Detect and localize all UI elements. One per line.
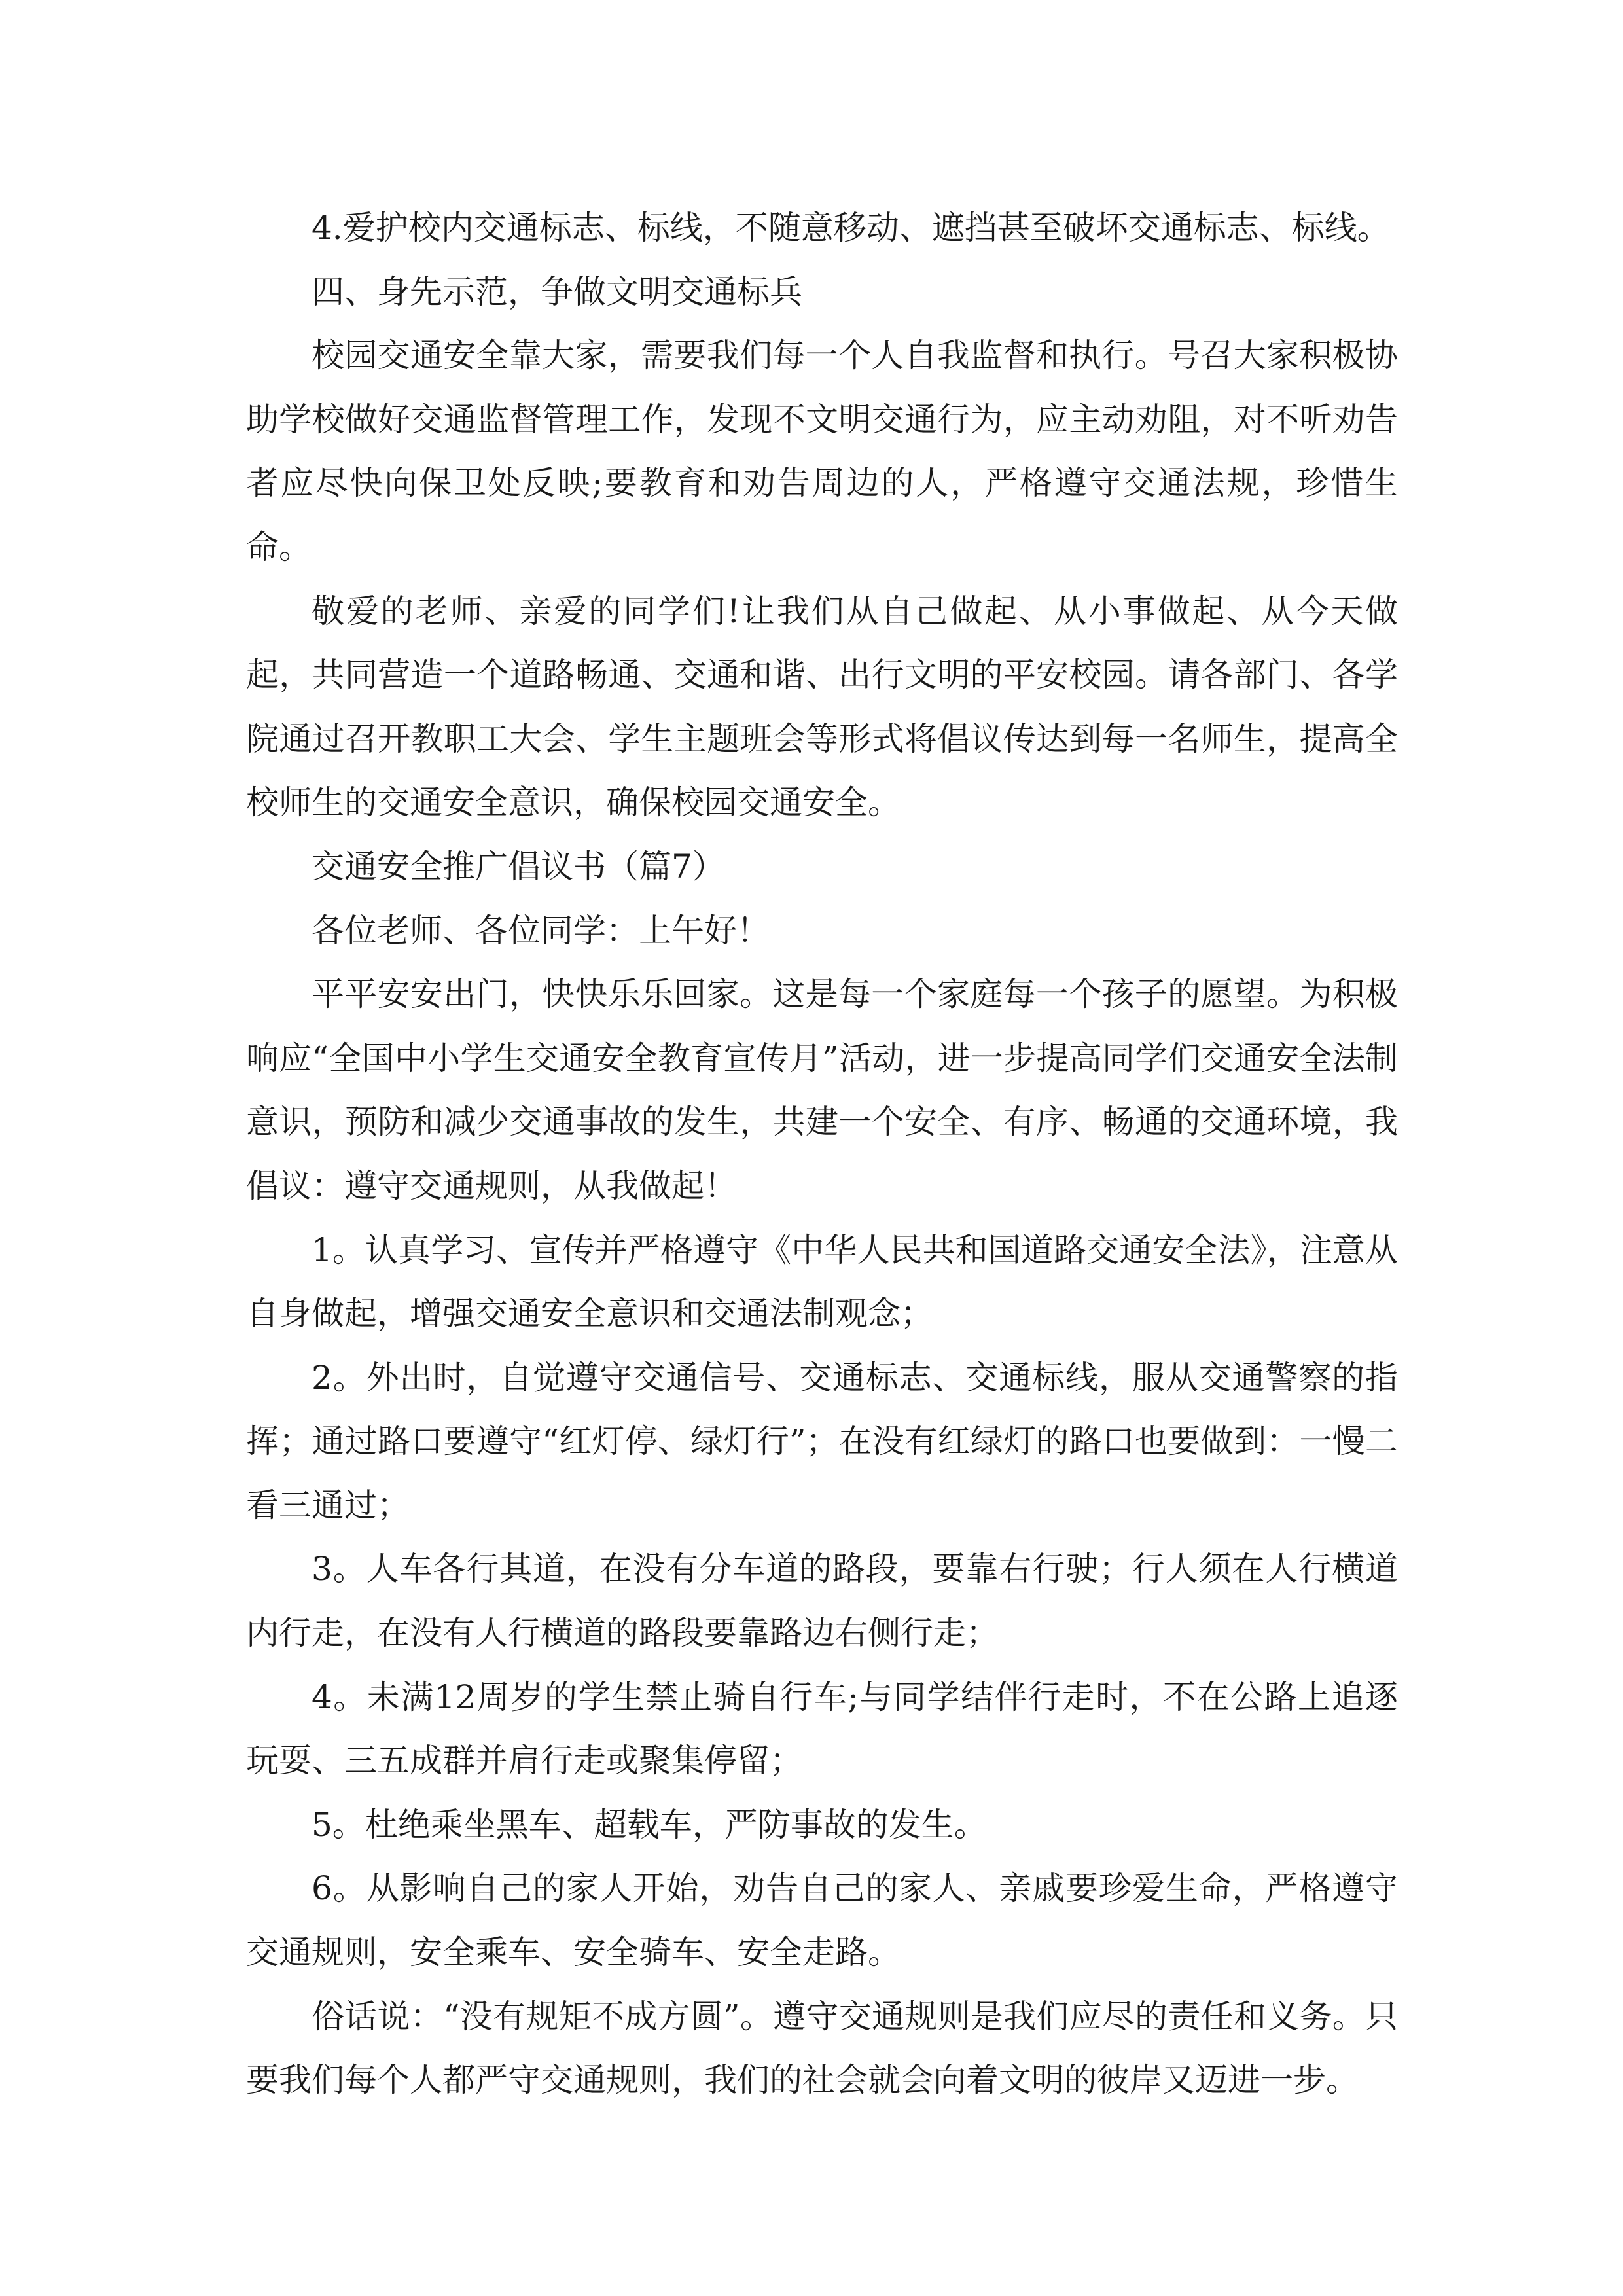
list-item-2: 2。外出时，自觉遵守交通信号、交通标志、交通标线，服从交通警察的指挥；通过路口要遵守“红灯停、绿灯行”；在没有红绿灯的路口也要做到：一慢二看三通过； [246, 1358, 1398, 1524]
paragraph-conclusion: 俗话说：“没有规矩不成方圆”。遵守交通规则是我们应尽的责任和义务。只要我们每个人都严守交通规则，我们的社会就会向着文明的彼岸又迈进一步。 [246, 1997, 1398, 2100]
list-item-4: 4。未满12周岁的学生禁止骑自行车;与同学结伴行走时，不在公路上追逐玩耍、三五成群并肩行走或聚集停留； [246, 1677, 1398, 1780]
list-item-6: 6。从影响自己的家人开始，劝告自己的家人、亲戚要珍爱生命，严格遵守交通规则，安全乘车、安全骑车、安全走路。 [246, 1869, 1398, 1972]
list-item-3: 3。人车各行其道，在没有分车道的路段，要靠右行驶；行人须在人行横道内行走，在没有人行横道的路段要靠路边右侧行走； [246, 1550, 1398, 1653]
paragraph-closing-appeal: 敬爱的老师、亲爱的同学们!让我们从自己做起、从小事做起、从今天做起，共同营造一个道路畅通、交通和谐、出行文明的平安校园。请各部门、各学院通过召开教职工大会、学生主题班会等形式将倡议传达到每一名师生，提高全校师生的交通安全意识，确保校园交通安全。 [246, 592, 1398, 822]
document-title-part7: 交通安全推广倡议书（篇7） [312, 847, 725, 886]
greeting: 各位老师、各位同学：上午好！ [312, 911, 770, 950]
paragraph-campus-safety: 校园交通安全靠大家，需要我们每一个人自我监督和执行。号召大家积极协助学校做好交通监督管理工作，发现不文明交通行为，应主动劝阻，对不听劝告者应尽快向保卫处反映;要教育和劝告周边的人，严格遵守交通法规，珍惜生命。 [246, 336, 1398, 566]
list-item-5: 5。杜绝乘坐黑车、超载车，严防事故的发生。 [312, 1805, 987, 1844]
list-item-1: 1。认真学习、宣传并严格遵守《中华人民共和国道路交通安全法》，注意从自身做起，增强交通安全意识和交通法制观念； [246, 1230, 1398, 1333]
section-heading-4: 四、身先示范，争做文明交通标兵 [312, 272, 802, 311]
document-body [246, 196, 1398, 2113]
paragraph-intro: 平平安安出门，快快乐乐回家。这是每一个家庭每一个孩子的愿望。为积极响应“全国中小学生交通安全教育宣传月”活动，进一步提高同学们交通安全法制意识，预防和减少交通事故的发生，共建一个安全、有序、畅通的交通环境，我倡议：遵守交通规则，从我做起！ [246, 975, 1398, 1205]
paragraph-item-4: 4.爱护校内交通标志、标线，不随意移动、遮挡甚至破坏交通标志、标线。 [312, 209, 1390, 247]
